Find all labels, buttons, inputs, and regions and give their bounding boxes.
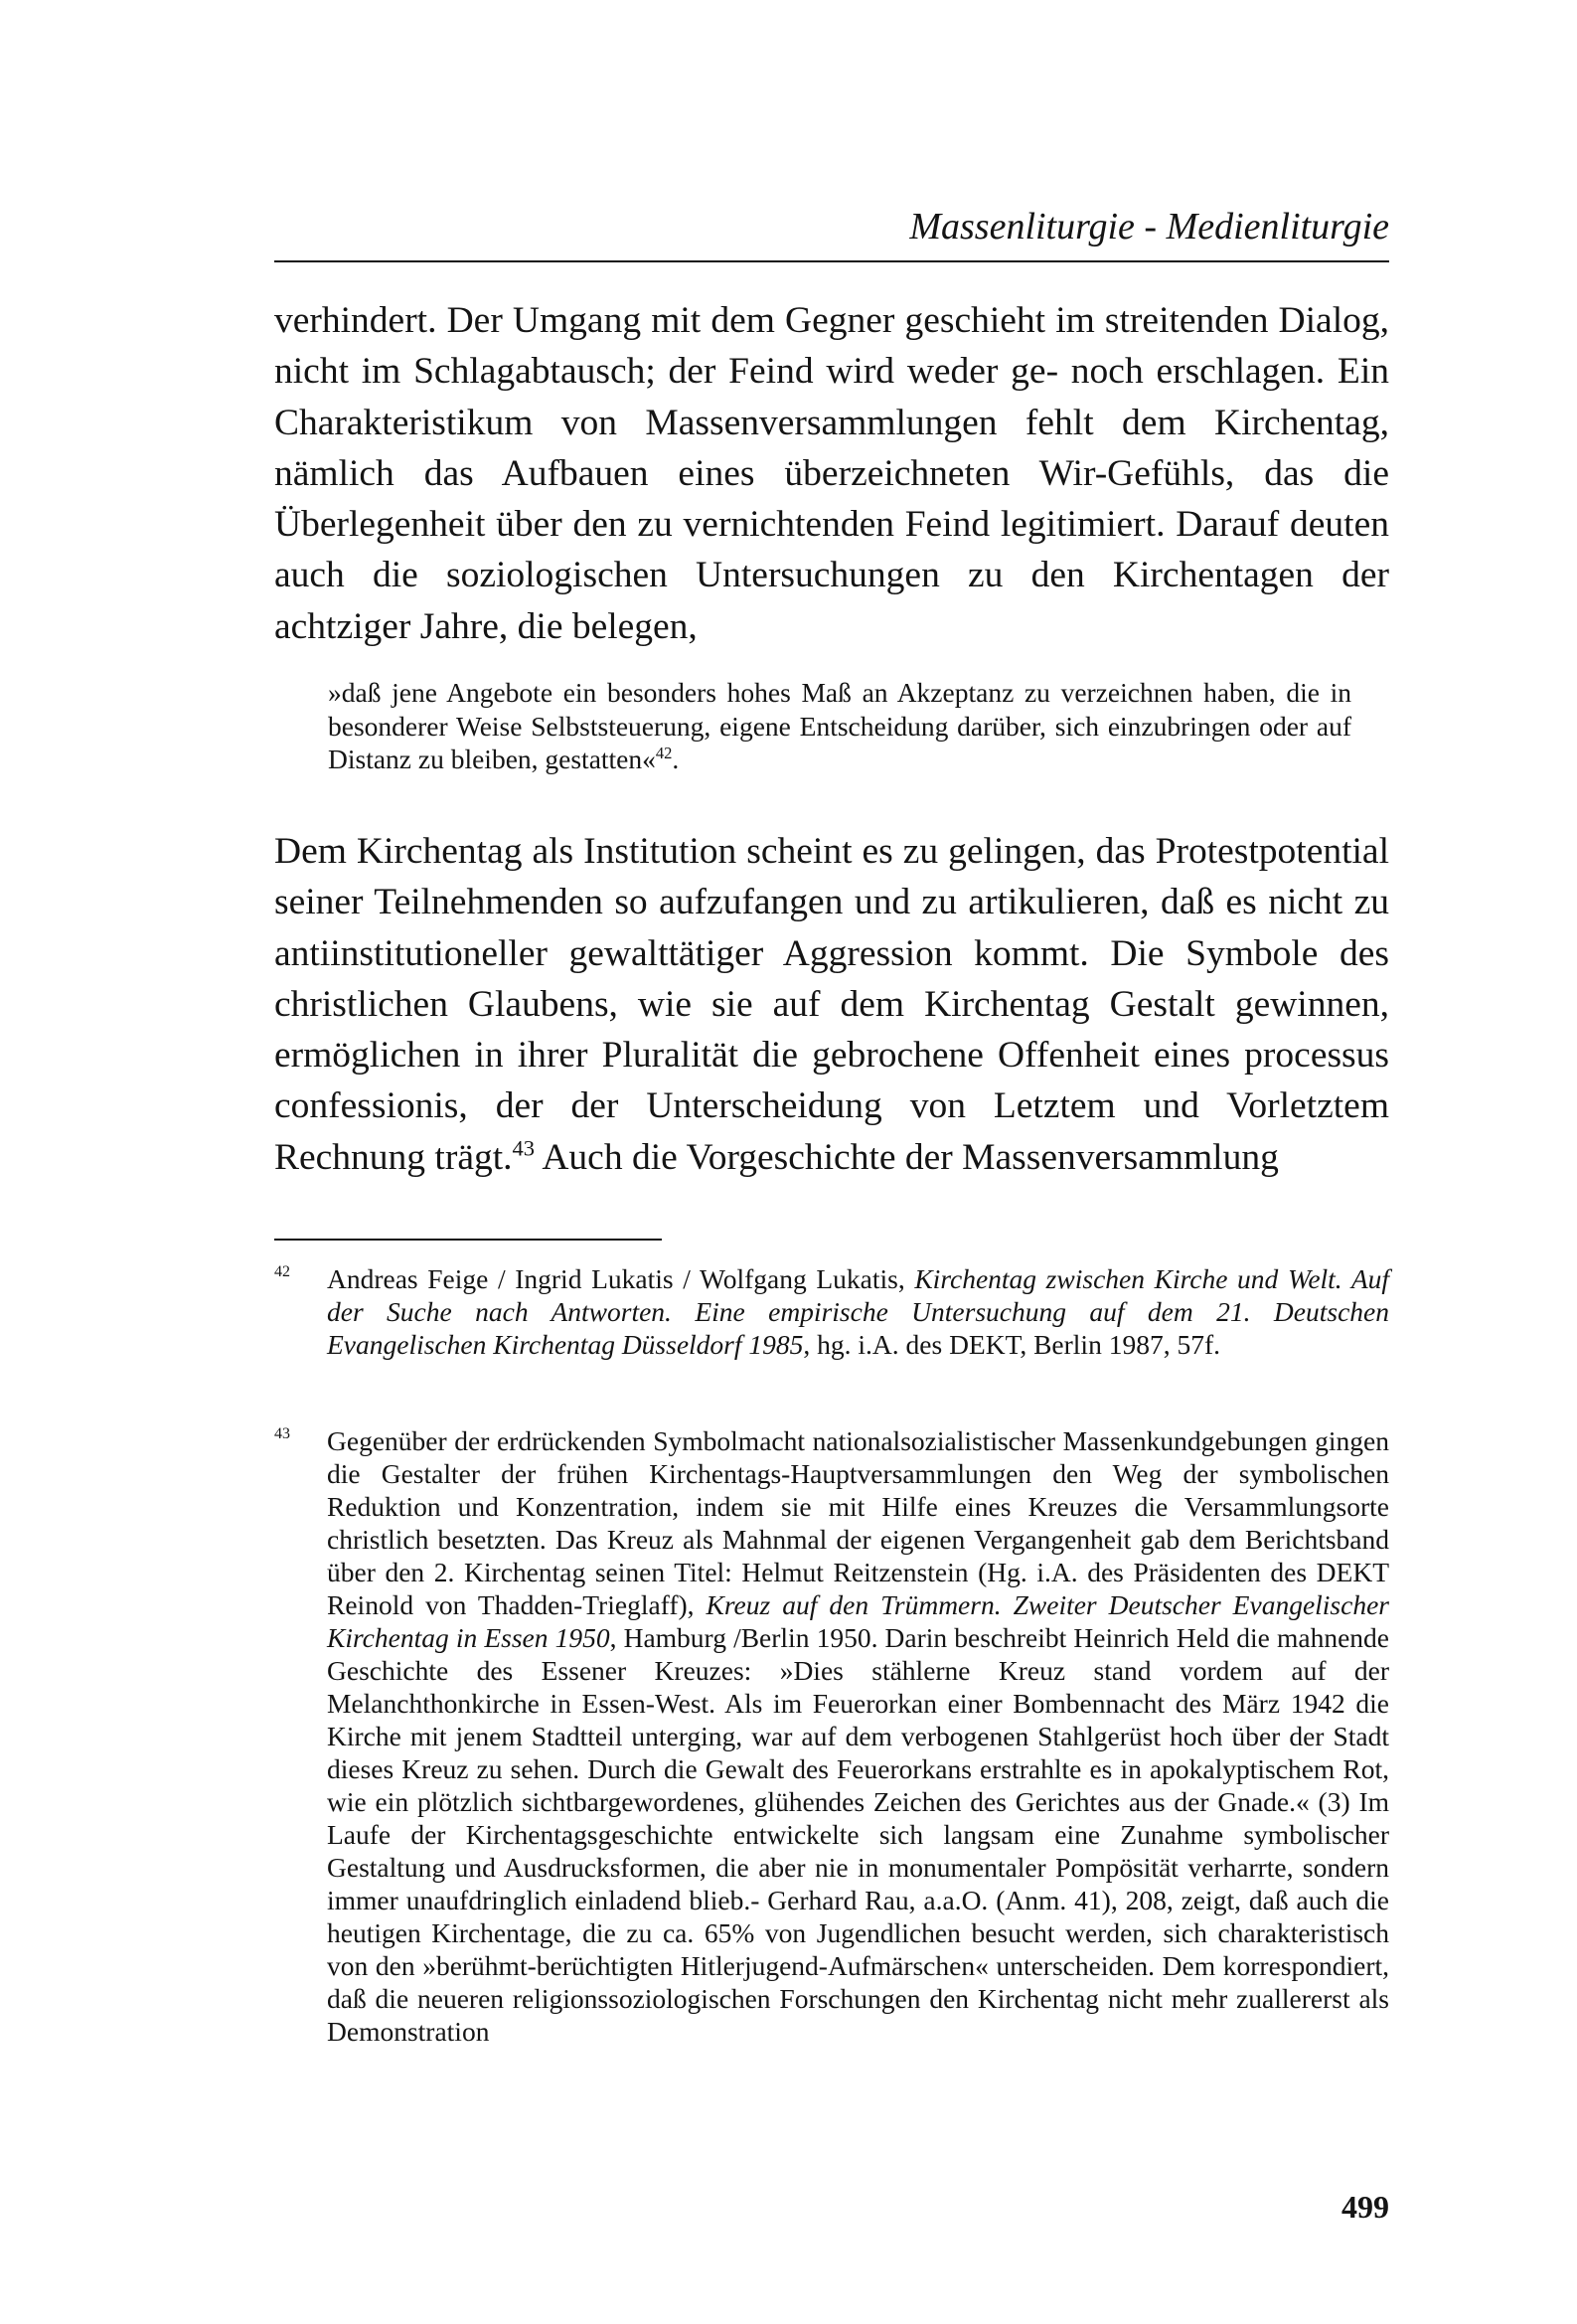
footnote-text-part: Gegenüber der erdrückenden Symbolmacht nationalsozialistischer Massenkundgebungen gingen die Gestalter der frühen Kirchentags-Hauptversammlungen den Weg der symbolischen Reduktion und Konzentration, indem sie mit Hilfe eines Kreuzes die Versammlungsorte christlich besetzten. Das Kreuz als Mahnmal der eigenen Vergangenheit gab dem Berichtsband über den 2. Kirchentag seinen Titel: Helmut Reitzenstein (Hg. i.A. des Präsidenten des DEKT Reinold von Thadden-Trieglaff),	[327, 1425, 1389, 1620]
footnote-text-part: , hg. i.A. des DEKT, Berlin 1987, 57f.	[803, 1329, 1220, 1360]
footnote-43	[274, 1424, 1389, 2048]
footnote-title-italic: Kreuz auf den Trümmern. Zweiter Deutscher Evangelischer Kirchentag in Essen 1950	[327, 1589, 1389, 1653]
footnote-text-part: , Hamburg /Berlin 1950. Darin beschreibt Heinrich Held die mahnende Geschichte des Essener Kreuzes: »Dies stählerne Kreuz stand vordem auf der Melanchthonkirche in Essen-West. Als im Feuerorkan einer Bombennacht des März 1942 die Kirche mit jenem Stadtteil unterging, war auf dem verbogenen Stahlgerüst hoch über der Stadt dieses Kreuz zu sehen. Durch die Gewalt des Feuerorkans erstrahlte es in apokalyptischem Rot, wie ein plötzlich sichtbargewordenes, glühendes Zeichen des Gerichtes aus der Gnade.« (3) Im Laufe der Kirchentagsgeschichte entwickelte sich langsam eine Zunahme symbolischer Gestaltung und Ausdrucksformen, die aber nie in monumentaler Pompösität verharrte, sondern immer unaufdringlich einladend blieb.- Gerhard Rau, a.a.O. (Anm. 41), 208, zeigt, daß auch die heutigen Kirchentage, die zu ca. 65% von Jugendlichen besucht werden, sich charakteristisch von den »berühmt-berüchtigten Hitlerjugend-Aufmärschen« unterscheiden. Dem korrespondiert, daß die neueren religionssoziologischen Forschungen den Kirchentag nicht mehr zuallererst als Demonstration	[327, 1622, 1390, 2047]
footnote-rule	[274, 1239, 662, 1241]
quote-end: .	[672, 744, 680, 774]
footnote-number: 43	[274, 1425, 290, 1442]
paragraph-2-tail: Auch die Vorgeschichte der Massenversammlung	[535, 1136, 1279, 1178]
block-quote	[328, 676, 1351, 776]
header-rule	[274, 260, 1389, 262]
footnote-text	[327, 1424, 1389, 2048]
body-paragraph-2	[274, 826, 1389, 1183]
footnote-title-italic: Kirchentag zwischen Kirche und Welt. Auf der Suche nach Antworten. Eine empirische Untersuchung auf dem 21. Deutschen Evangelischen Kirchentag Düsseldorf 1985	[327, 1263, 1390, 1360]
footnote-number: 42	[274, 1263, 290, 1280]
running-header: Massenliturgie - Medienliturgie	[909, 206, 1389, 248]
footnote-text-part: Andreas Feige / Ingrid Lukatis / Wolfgang Lukatis,	[327, 1263, 915, 1294]
paragraph-2-text: Dem Kirchentag als Institution scheint es zu gelingen, das Protestpotential seiner Teilnehmenden so aufzufangen und zu artikulieren, daß es nicht zu antiinstitutioneller gewalttätiger Aggression kommt. Die Symbole des christlichen Glaubens, wie sie auf dem Kirchentag Gestalt gewinnen, ermöglichen in ihrer Pluralität die gebrochene Offenheit eines processus confessionis, der der Unterscheidung von Letztem und Vorletztem Rechnung trägt.	[274, 831, 1389, 1178]
page-number: 499	[1341, 2189, 1389, 2225]
footnote-ref-43: 43	[512, 1135, 536, 1161]
quote-text: »daß jene Angebote ein besonders hohes Maß an Akzeptanz zu verzeichnen haben, die in besonderer Weise Selbststeuerung, eigene Entscheidung darüber, sich einzubringen oder auf Distanz zu bleiben, gestatten«	[328, 677, 1351, 774]
footnote-42	[274, 1262, 1389, 1361]
footnote-text	[327, 1262, 1389, 1361]
body-paragraph-1: verhindert. Der Umgang mit dem Gegner geschieht im streitenden Dialog, nicht im Schlagabtausch; der Feind wird weder ge- noch erschlagen. Ein Charakteristikum von Massenversammlungen fehlt dem Kirchentag, nämlich das Aufbauen eines überzeichneten Wir-Gefühls, das die Überlegenheit über den zu vernichtenden Feind legitimiert. Darauf deuten auch die soziologischen Untersuchungen zu den Kirchentagen der achtziger Jahre, die belegen,	[274, 300, 1389, 647]
footnote-ref-42: 42	[655, 743, 673, 762]
